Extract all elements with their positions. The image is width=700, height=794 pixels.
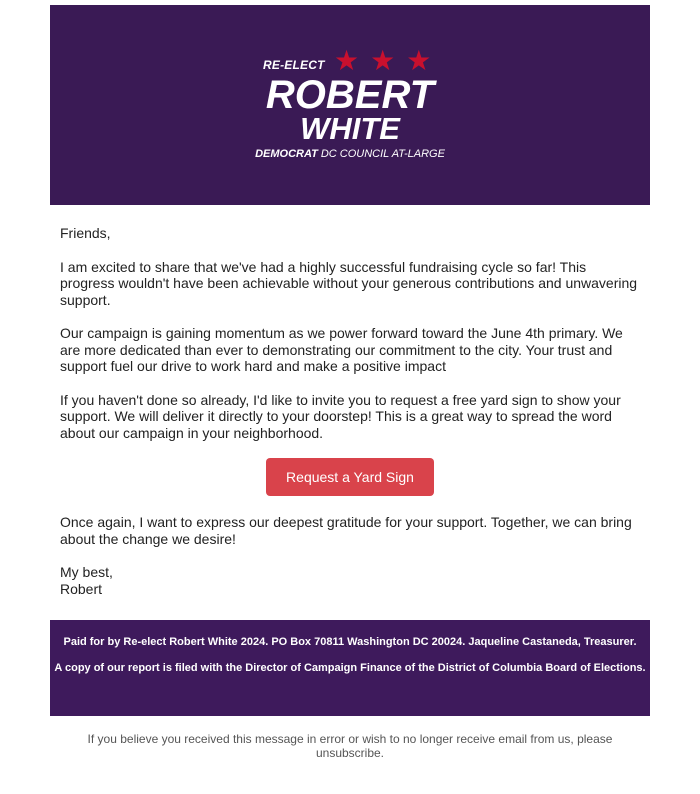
closing-paragraph: Once again, I want to express our deepest gratitude for your support. Together, we can bring about the change we desire! [60, 514, 632, 547]
disclaimer-footer [50, 620, 650, 716]
logo-tagline-party: DEMOCRAT [255, 148, 318, 160]
email-container [50, 5, 650, 760]
request-yard-sign-button[interactable]: Request a Yard Sign [266, 458, 434, 496]
paid-for-disclaimer: Paid for by Re-elect Robert White 2024. PO Box 70811 Washington DC 20024. Jaqueline Castaneda, Treasurer. [63, 636, 637, 648]
star-icons: ★★★ [334, 45, 443, 76]
logo-first-name: ROBERT [265, 73, 435, 117]
signature: Robert [60, 580, 103, 597]
campaign-logo [50, 5, 650, 205]
unsubscribe-notice[interactable]: If you believe you received this message in error or wish to no longer receive email from us, please unsubscribe. [87, 732, 613, 760]
report-disclaimer: A copy of our report is filed with the Director of Campaign Finance of the District of Columbia Board of Elections. [54, 662, 646, 674]
logo-reelect-text: RE-ELECT [263, 58, 325, 72]
signoff [60, 564, 640, 597]
campaign-header-banner [50, 5, 650, 205]
body-paragraph: If you haven't done so already, I'd like to invite you to request a free yard sign to show your support. We will deliver it directly to your doorstep! This is a great way to spread the word about our campaign in your neighborhood. [60, 391, 621, 441]
logo-last-name: WHITE [300, 111, 400, 146]
greeting: Friends, [60, 225, 111, 241]
email-body [50, 205, 650, 597]
signoff-line: My best, [60, 564, 113, 580]
logo-tagline [50, 148, 650, 160]
logo-tagline-office: DC COUNCIL AT-LARGE [317, 148, 445, 160]
body-paragraph: I am excited to share that we've had a highly successful fundraising cycle so far! This progress wouldn't have been achievable without your generous contributions and unwavering support. [60, 258, 638, 308]
cta-container [60, 458, 640, 496]
body-paragraph: Our campaign is gaining momentum as we power forward toward the June 4th primary. We are more dedicated than ever to demonstrating our commitment to the city. Your trust and support fuel our drive to work hard and make a positive impact [60, 325, 623, 374]
